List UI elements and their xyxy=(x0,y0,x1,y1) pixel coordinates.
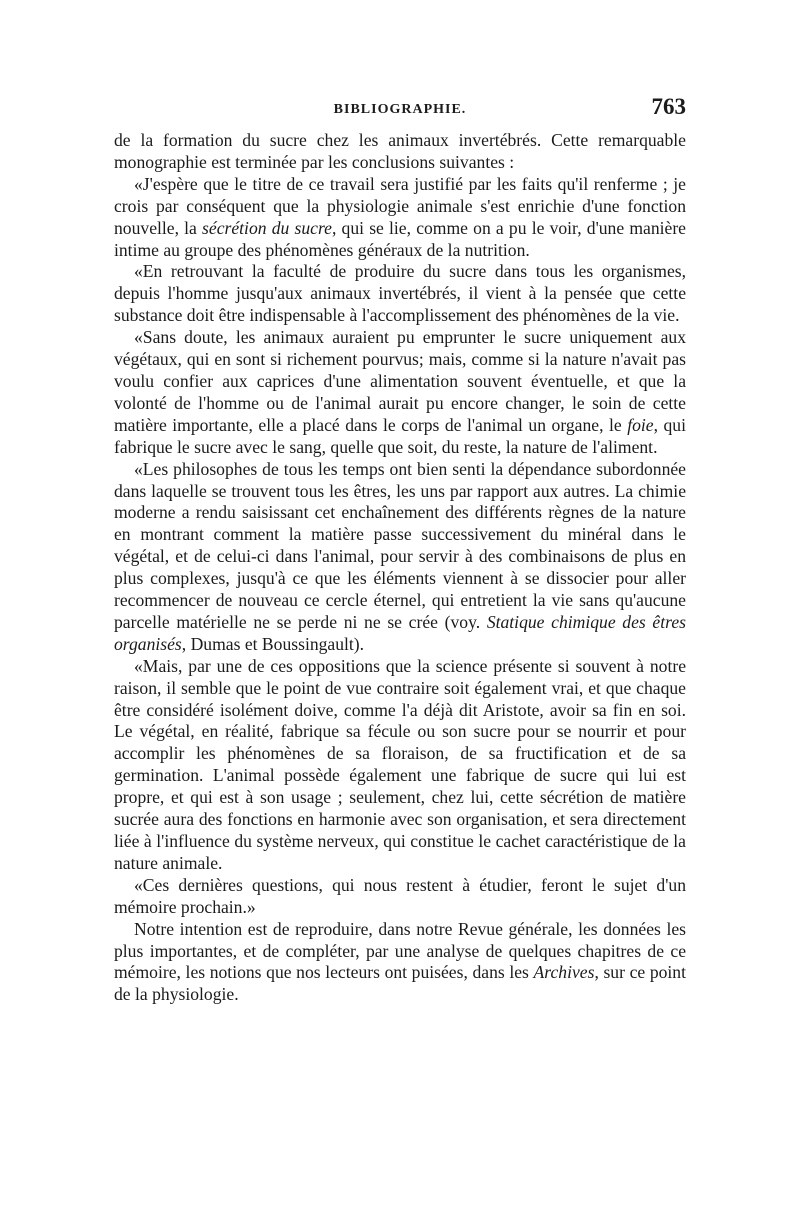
text-run: «En retrouvant la faculté de produire du sucre dans tous les organismes, depuis l'homme jusqu'aux animaux invertébrés, il vient à la pensée que cette substance doit être indispensable à l'accomplissement des phénomènes de la vie. xyxy=(114,261,686,326)
text-run: de la formation du sucre chez les animaux invertébrés. Cette remarquable monographie est terminée par les conclusions suivantes : xyxy=(114,130,686,172)
text-run: , qui fabrique le sucre avec le sang, quelle que soit, du reste, la nature de l'aliment. xyxy=(114,414,686,457)
italic-text: Archives xyxy=(533,962,595,983)
text-run: «Mais, par une de ces oppositions que la science présente si souvent à notre raison, il semble que le point de vue contraire soit également vrai, et que chaque être considéré isolément doive, comme l'a déjà dit Aristote, avoir sa fin en soi. Le végétal, en réalité, fabrique sa fécule ou son sucre pour se nourrir et pour accomplir les phénomènes de sa floraison, de sa fructification et de sa germination. L'animal possède également une fabrique de sucre qui lui est propre, et qui est à son usage ; seulement, chez lui, cette sécrétion de matière sucrée aura des fonctions en harmonie avec son organisation, et sera directement liée à l'influence du système nerveux, qui constitue le cachet caractéristique de la nature animale. xyxy=(114,655,686,873)
page-number: 763 xyxy=(651,94,686,119)
text-run: Notre intention est de reproduire, dans notre Revue générale, les données les plus importantes, et de compléter, par une analyse de quelques chapitres de ce mémoire, les notions que nos lecteurs ont puisées, dans les xyxy=(114,918,686,983)
text-run: «J'espère que le titre de ce travail sera justifié par les faits qu'il renferme ; je crois par conséquent que la physiologie animale s'est enrichie d'une fonction nouvelle, la xyxy=(114,173,686,238)
italic-text: foie xyxy=(627,414,654,435)
paragraph xyxy=(114,261,686,327)
text-run: «Les philosophes de tous les temps ont bien senti la dépendance subordonnée dans laquelle se trouvent tous les êtres, les uns par rapport aux autres. La chimie moderne a rendu saisissant cet enchaînement des différents règnes de la nature en montrant comment la matière passe successivement du minéral dans le végétal, et de celui-ci dans l'animal, pour servir à des combinaisons de plus en plus complexes, jusqu'à ce que les éléments viennent à se dissocier pour aller recommencer de nouveau ce cercle éternel, qui entretient la vie sans qu'aucune parcelle matérielle ne se perde ni ne se crée (voy. xyxy=(114,458,686,632)
text-run: «Sans doute, les animaux auraient pu emprunter le sucre uniquement aux végétaux, qui en sont si richement pourvus; mais, comme si la nature n'avait pas voulu confier aux caprices d'une alimentation souvent éventuelle, et que la volonté de l'homme ou de l'animal aurait pu encore changer, le soin de cette matière importante, elle a placé dans le corps de l'animal un organe, le xyxy=(114,327,686,435)
paragraph xyxy=(114,174,686,262)
paragraph xyxy=(114,919,686,1007)
paragraph xyxy=(114,327,686,458)
text-run: , qui se lie, comme on a pu le voir, d'une manière intime au groupe des phénomènes généraux de la nutrition. xyxy=(114,217,686,260)
paragraph xyxy=(114,656,686,875)
page-header xyxy=(114,94,686,124)
italic-text: Statique chimique des êtres organisés xyxy=(114,611,686,654)
running-title: BIBLIOGRAPHIE. xyxy=(333,102,467,117)
paragraph xyxy=(114,459,686,656)
text-run: , sur ce point de la physiologie. xyxy=(114,962,686,1005)
text-run: «Ces dernières questions, qui nous restent à étudier, feront le sujet d'un mémoire prochain.» xyxy=(114,874,686,917)
body-text xyxy=(114,130,686,1006)
text-run: , Dumas et Boussingault). xyxy=(181,633,365,654)
book-page xyxy=(114,94,686,1006)
paragraph xyxy=(114,875,686,919)
paragraph xyxy=(114,130,686,174)
italic-text: sécrétion du sucre xyxy=(202,217,332,238)
